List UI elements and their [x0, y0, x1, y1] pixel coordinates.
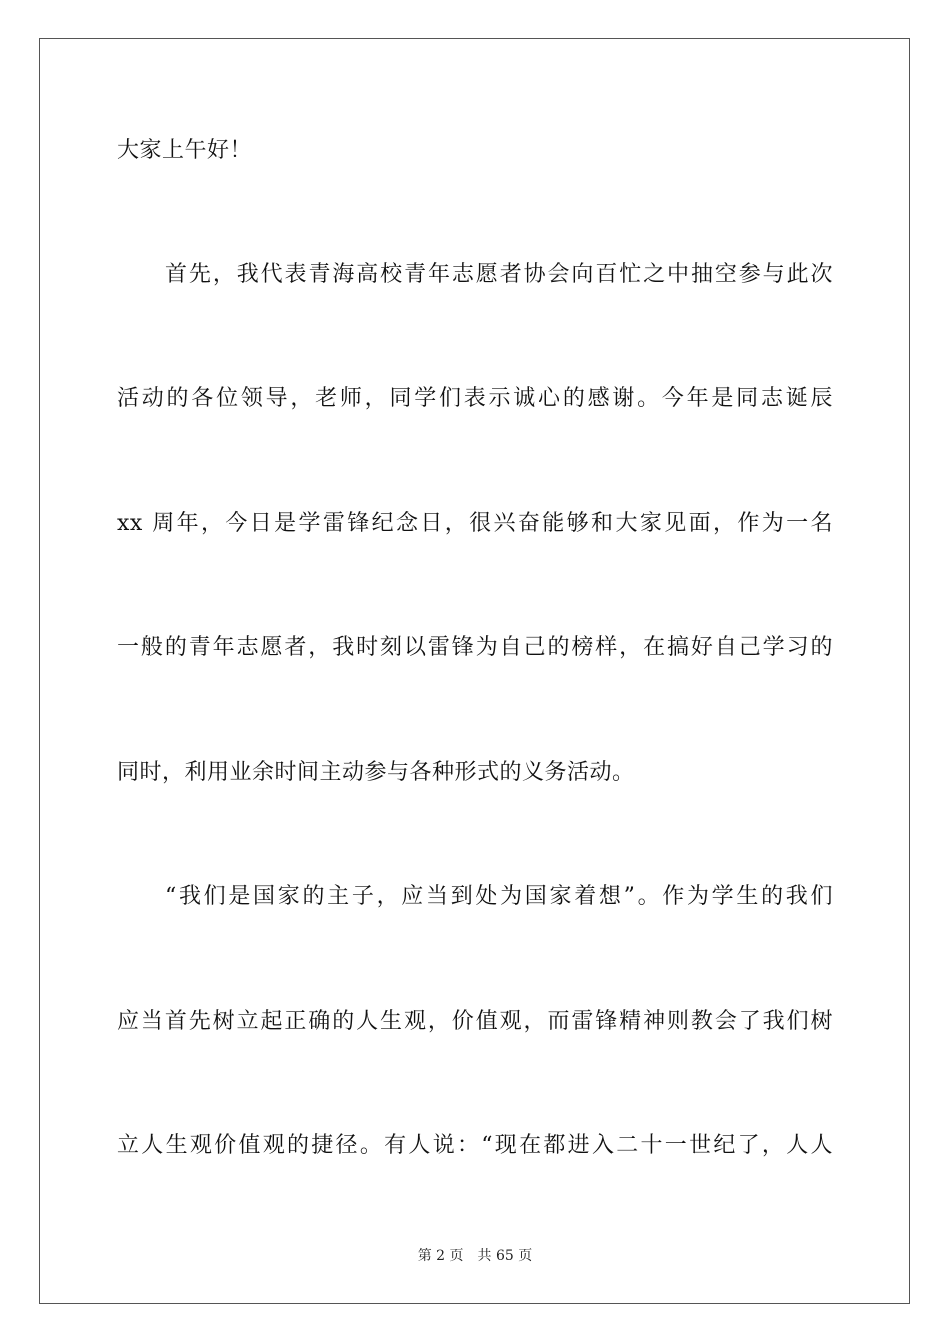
- page-footer: [0, 1247, 950, 1265]
- paragraph-1-line-3: xx 周年，今日是学雷锋纪念日，很兴奋能够和大家见面，作为一名: [117, 511, 833, 536]
- paragraph-2-line-1: “我们是国家的主子，应当到处为国家着想”。作为学生的我们: [165, 884, 833, 909]
- paragraph-2-line-3: 立人生观价值观的捷径。有人说：“现在都进入二十一世纪了，人人: [117, 1133, 833, 1158]
- paragraph-1-line-1: 首先，我代表青海高校青年志愿者协会向百忙之中抽空参与此次: [165, 262, 833, 287]
- paragraph-1-line-5: 同时，利用业余时间主动参与各种形式的义务活动。: [117, 760, 635, 785]
- page-number: 第 2 页: [417, 1248, 464, 1264]
- paragraph-2-line-2: 应当首先树立起正确的人生观，价值观，而雷锋精神则教会了我们树: [117, 1009, 833, 1034]
- page-total: 共 65 页: [477, 1248, 533, 1264]
- greeting-line: 大家上午好！: [117, 138, 253, 163]
- paragraph-1-line-2: 活动的各位领导，老师，同学们表示诚心的感谢。今年是同志诞辰: [117, 386, 833, 411]
- page-frame: [39, 38, 910, 1304]
- paragraph-1-line-4: 一般的青年志愿者，我时刻以雷锋为自己的榜样，在搞好自己学习的: [117, 635, 833, 660]
